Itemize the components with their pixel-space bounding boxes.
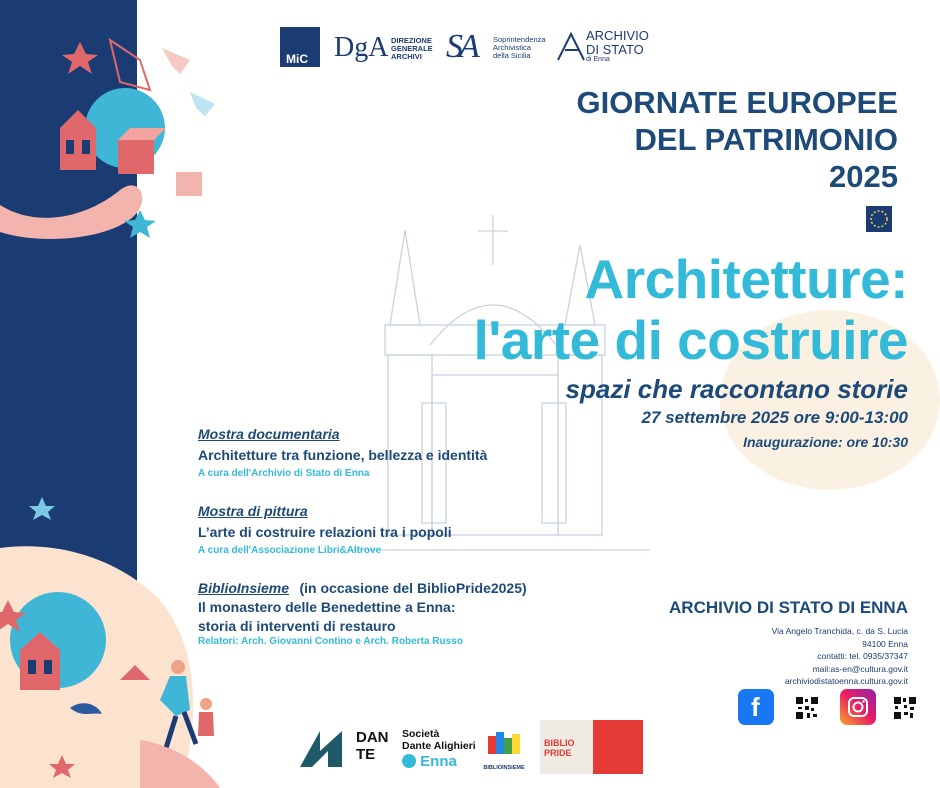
soprintendenza-mark: SA: [446, 28, 476, 65]
archive-phone: contatti: tel. 0935/37347: [817, 651, 908, 661]
archivio-line1: ARCHIVIO: [586, 28, 649, 43]
event-title-text: Il monastero delle Benedettine a Enna:: [198, 599, 456, 615]
theme-title: [348, 248, 908, 371]
archivio-logo-text: [586, 29, 649, 64]
soprintendenza-logo: [446, 28, 476, 66]
dga-text: [391, 37, 433, 61]
small-cube-icon: [176, 172, 202, 196]
dga-logo: [334, 32, 388, 64]
instagram-qr-code[interactable]: [893, 696, 917, 720]
building-window-icon: [66, 140, 74, 154]
event-label-suffix: (in occasione del BiblioPride2025): [299, 580, 527, 596]
cube-icon: [118, 140, 154, 174]
mic-logo: [280, 27, 320, 67]
event-label: BiblioInsieme: [198, 580, 290, 596]
dga-mark: DgA: [334, 32, 389, 63]
instagram-icon: [840, 689, 876, 725]
archive-contact: [669, 598, 908, 688]
event-item: [198, 503, 452, 556]
dga-line: DIREZIONE: [391, 36, 432, 45]
mic-label: MiC: [286, 52, 308, 66]
books-icon: [482, 728, 526, 760]
biblioinsieme-logo: [482, 728, 526, 772]
star-icon: [29, 497, 55, 520]
facebook-qr-code[interactable]: [795, 696, 819, 720]
child-icon: [198, 712, 214, 736]
child-head-icon: [200, 698, 212, 710]
building-window-icon: [44, 660, 52, 674]
archivio-logo-icon: [556, 30, 586, 62]
event-title-text: Architetture tra funzione, bellezza e identità: [198, 447, 488, 463]
event-date: 27 settembre 2025 ore 9:00-13:00: [641, 408, 908, 427]
building-window-icon: [28, 660, 36, 674]
bird-icon: [110, 40, 150, 90]
societa-city-row: [402, 754, 476, 768]
eu-stars-icon: [866, 206, 892, 232]
dante-top: DAN: [356, 729, 389, 746]
societa-line2: Dante Alighieri: [402, 740, 476, 752]
archive-city: 94100 Enna: [862, 638, 908, 649]
dga-line: GENERALE: [391, 43, 433, 53]
event-item: [198, 426, 487, 479]
theme-line2: l'arte di costruire: [473, 309, 908, 371]
title-year: 2025: [829, 159, 898, 195]
soprintendenza-line: Archivistica: [493, 42, 531, 52]
soprintendenza-line: della Sicilia: [493, 50, 531, 60]
event-credit: A cura dell'Associazione Libri&Altrove: [198, 545, 382, 556]
theme-line1: Architetture:: [584, 248, 908, 310]
eu-heritage-emblem: [866, 206, 892, 232]
facebook-button[interactable]: [738, 689, 774, 725]
star-icon: [62, 42, 98, 74]
event-item: [198, 579, 527, 647]
dante-dot-icon: [402, 754, 416, 768]
societa-line1: Società: [402, 728, 440, 740]
bibliopride-label: BIBLIO PRIDE: [544, 738, 575, 758]
event-title: [478, 84, 898, 196]
facebook-icon: f: [751, 692, 760, 722]
dga-line: ARCHIVI: [391, 51, 422, 61]
archivio-line3: di Enna: [586, 56, 610, 64]
soprintendenza-text: [493, 36, 546, 60]
event-label-row: [198, 579, 527, 598]
theme-tagline: spazi che raccontano storie: [565, 374, 908, 404]
event-title-text: storia di interventi di restauro: [198, 618, 396, 634]
dante-logo: [356, 729, 389, 763]
dove-icon: [190, 92, 215, 116]
societa-city: Enna: [420, 753, 457, 770]
soprintendenza-line: Soprintendenza: [493, 35, 546, 44]
building-window-icon: [82, 140, 90, 154]
archive-name: ARCHIVIO DI STATO DI ENNA: [669, 598, 908, 617]
inauguration-time: Inaugurazione: ore 10:30: [743, 434, 908, 450]
event-title-text: L’arte di costruire relazioni tra i popoli: [198, 524, 452, 540]
event-credit: Relatori: Arch. Giovanni Contino e Arch. Roberta Russo: [198, 636, 463, 647]
event-credit: A cura dell'Archivio di Stato di Enna: [198, 468, 370, 479]
bibliopride-logo: [540, 720, 643, 774]
archivio-line2: DI STATO: [586, 41, 644, 57]
event-label: Mostra documentaria: [198, 426, 340, 442]
event-label: Mostra di pittura: [198, 503, 308, 519]
decorative-illustration: [0, 0, 240, 788]
archive-email[interactable]: mail:as-en@cultura.gov.it: [812, 663, 908, 674]
title-line2: DEL PATRIMONIO: [634, 122, 898, 158]
dante-bottom: TE: [356, 746, 376, 763]
bibliopride-red-panel: [593, 720, 643, 774]
instagram-button[interactable]: [840, 689, 876, 725]
person-head-icon: [171, 660, 185, 674]
title-line1: GIORNATE EUROPEE: [576, 85, 898, 120]
archive-website[interactable]: archiviodistatoenna.cultura.gov.it: [784, 676, 908, 686]
partner-logo-icon: [298, 727, 344, 769]
dove-icon: [162, 48, 190, 74]
societa-dante-text: [402, 728, 476, 768]
pink-swirl-top: [0, 185, 142, 239]
archive-address: Via Angelo Tranchida, c. da S. Lucia: [771, 626, 908, 636]
biblioinsieme-label: BIBLIOINSIEME: [483, 765, 525, 771]
